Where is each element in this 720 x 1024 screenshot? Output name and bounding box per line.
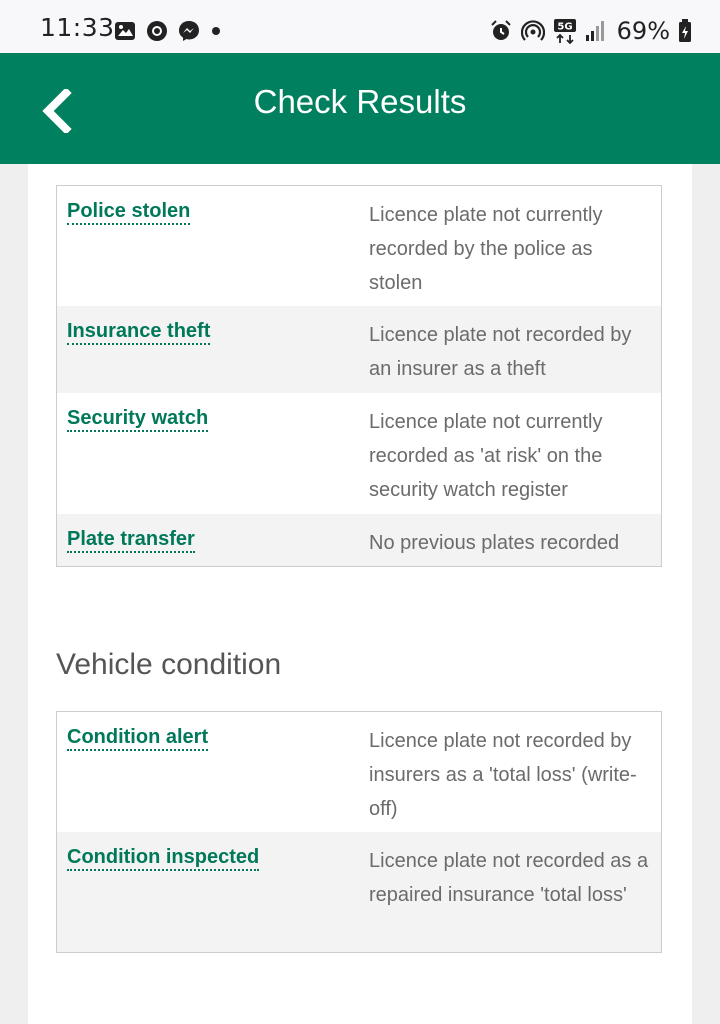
battery-icon — [678, 19, 692, 43]
status-left-icons — [114, 20, 222, 42]
row-value: Licence plate not recorded by an insurer as a theft — [369, 324, 632, 380]
row-value: No previous plates recorded — [369, 532, 620, 554]
battery-percent: 69% — [616, 17, 670, 45]
theft-checks-table — [56, 185, 662, 567]
table-row — [57, 514, 661, 566]
security-watch-link[interactable]: Security watch — [67, 407, 208, 432]
chrome-icon — [146, 20, 168, 42]
status-time: 11:33 — [40, 13, 115, 42]
svg-text:5G: 5G — [557, 21, 573, 33]
status-right-icons — [489, 17, 692, 45]
row-value: Licence plate not recorded by insurers as a 'total loss' (write-off) — [369, 730, 637, 820]
vehicle-condition-table — [56, 711, 662, 953]
row-value: Licence plate not currently recorded by the police as stolen — [369, 204, 603, 294]
5g-icon — [553, 18, 577, 44]
row-value: Licence plate not currently recorded as 'at risk' on the security watch register — [369, 411, 603, 501]
dot-icon — [210, 25, 222, 37]
table-row — [57, 712, 661, 832]
table-row — [57, 393, 661, 514]
condition-inspected-link[interactable]: Condition inspected — [67, 846, 259, 871]
condition-alert-link[interactable]: Condition alert — [67, 726, 208, 751]
page-title: Check Results — [253, 83, 467, 120]
police-stolen-link[interactable]: Police stolen — [67, 200, 190, 225]
section-heading: Vehicle condition — [56, 648, 282, 681]
insurance-theft-link[interactable]: Insurance theft — [67, 320, 210, 345]
messenger-icon — [178, 20, 200, 42]
gallery-icon — [114, 21, 136, 41]
table-row — [57, 306, 661, 393]
hotspot-icon — [521, 19, 545, 43]
plate-transfer-link[interactable]: Plate transfer — [67, 528, 195, 553]
table-row — [57, 186, 661, 306]
table-row — [57, 832, 661, 952]
results-content[interactable] — [28, 164, 692, 1024]
status-bar — [0, 0, 720, 53]
row-value: Licence plate not recorded as a repaired insurance 'total loss' — [369, 850, 649, 906]
app-bar — [0, 53, 720, 164]
signal-icon — [585, 20, 605, 42]
alarm-icon — [489, 19, 513, 43]
